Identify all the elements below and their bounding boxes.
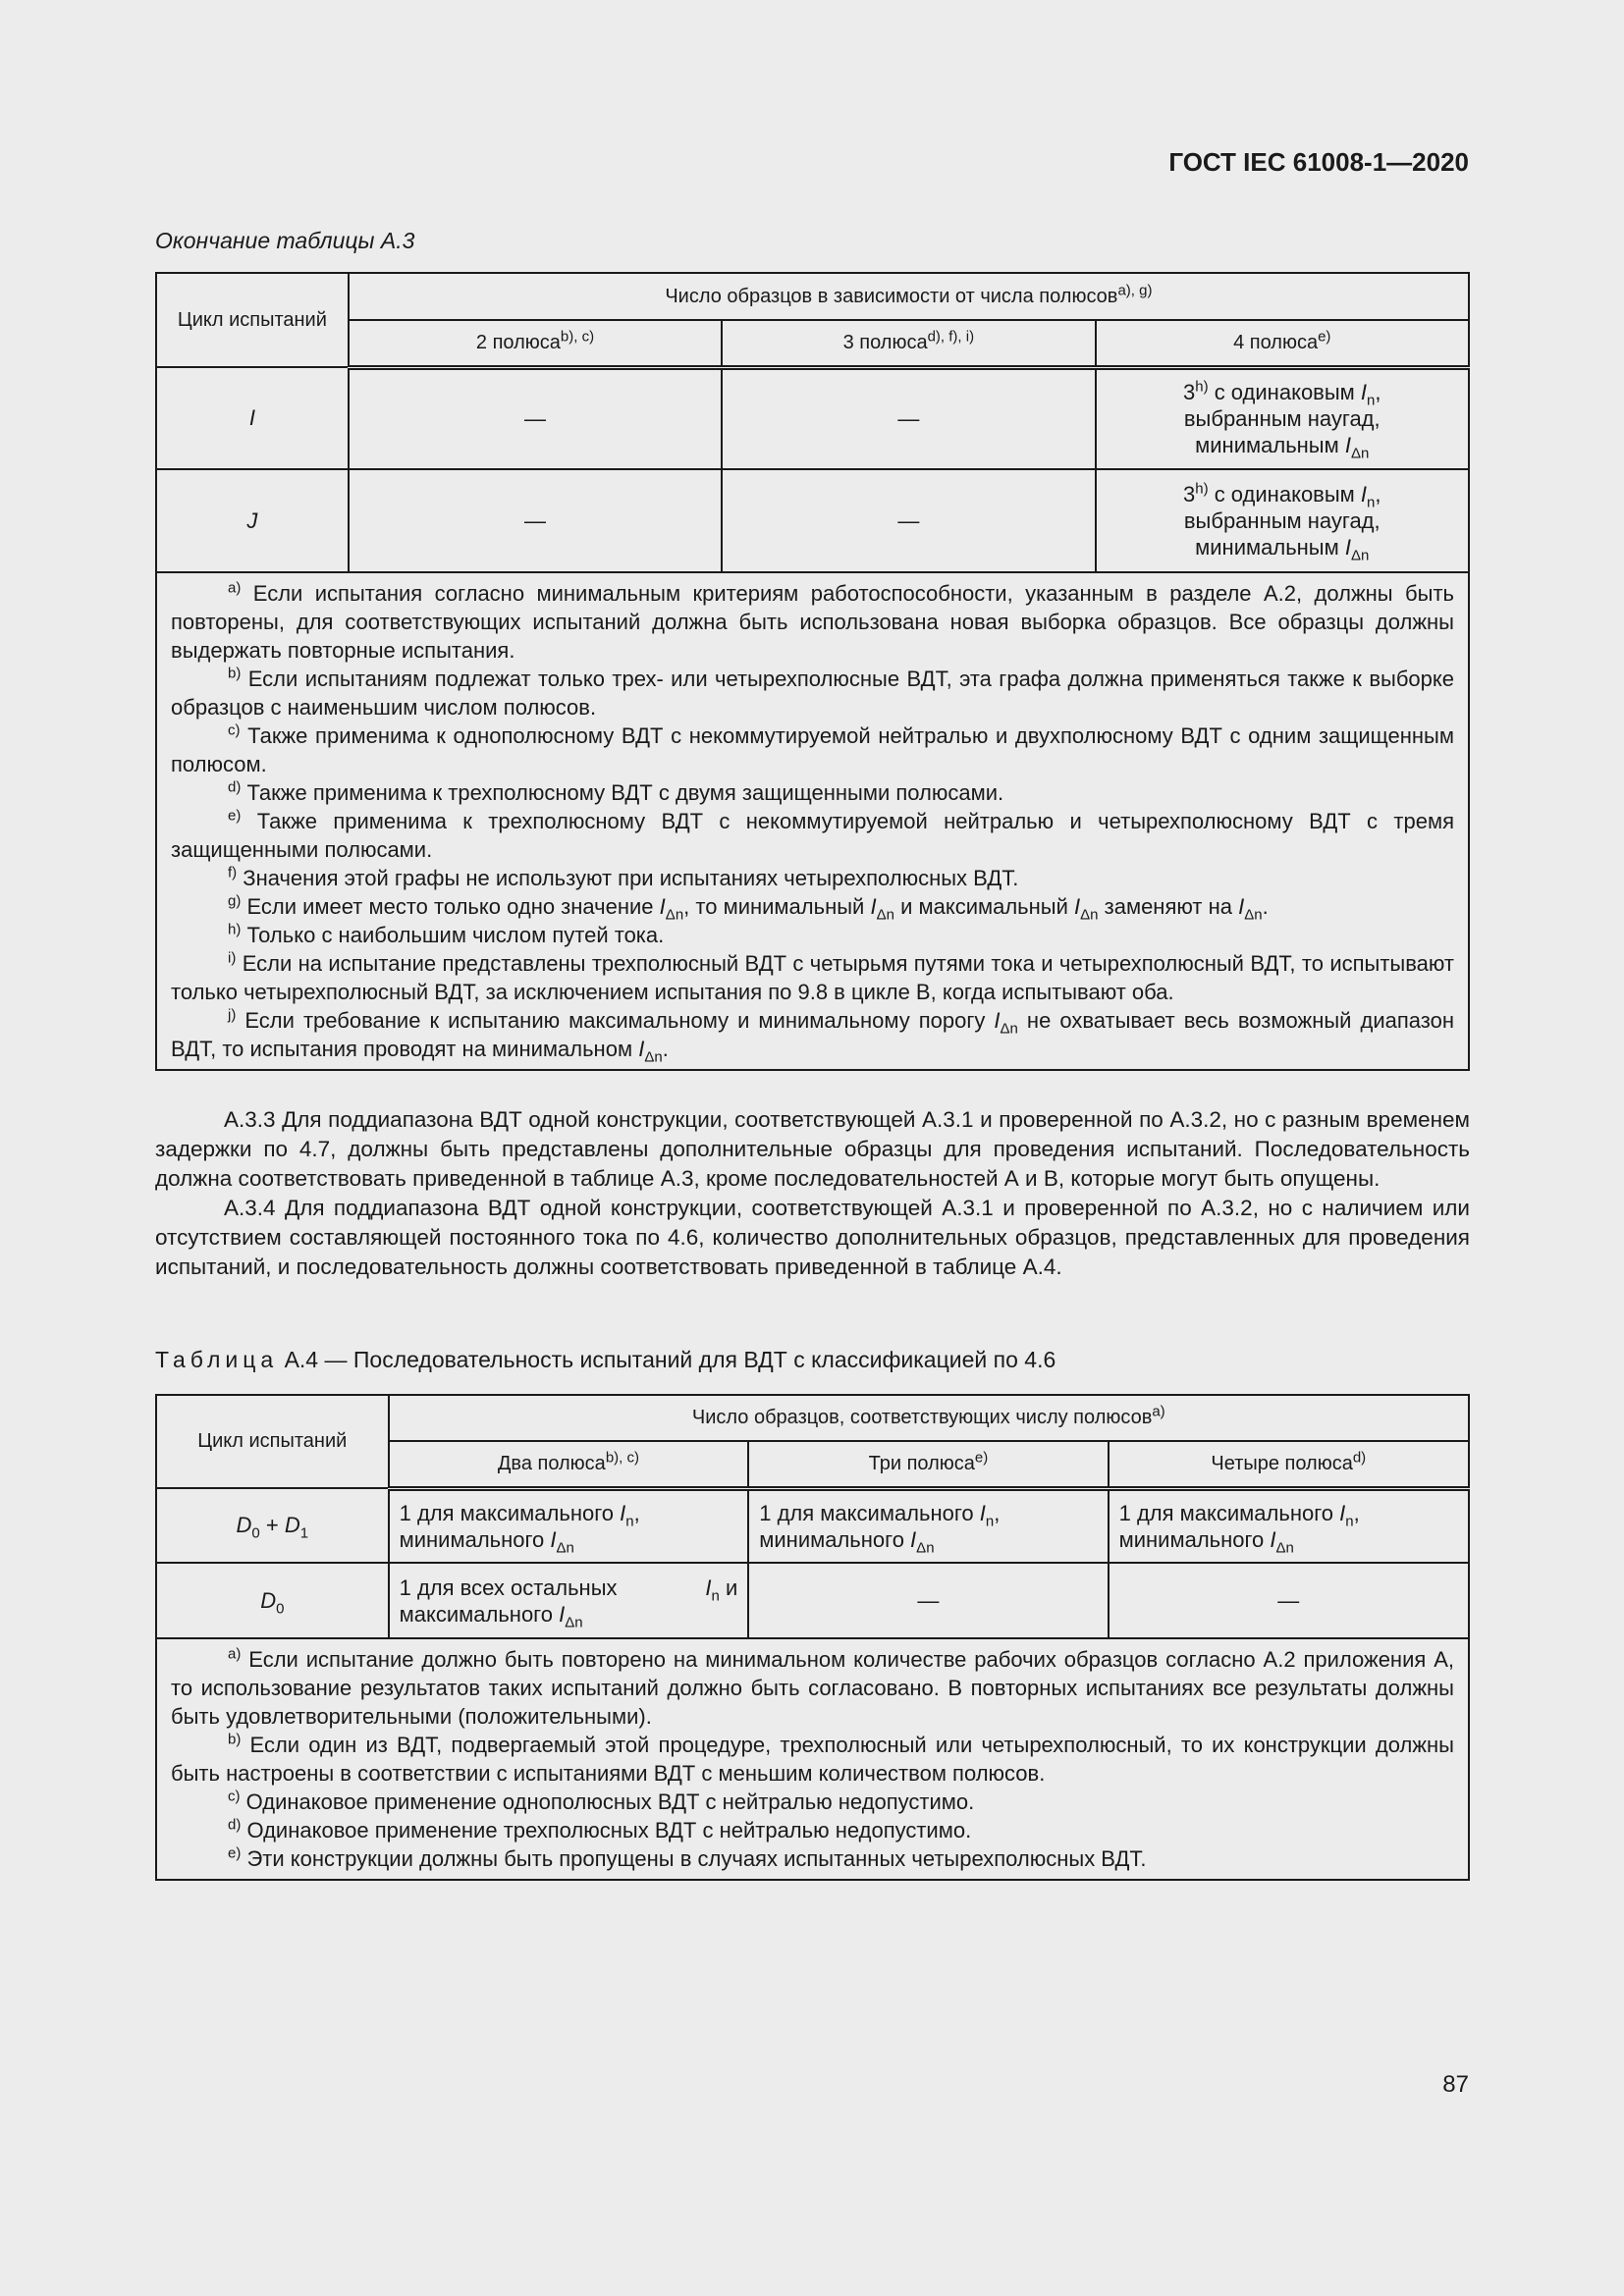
- note-i: $^{i)}$ Если на испытание представлены трехполюсный ВДТ с четырьмя путями тока и четырехполюсный ВДТ, то испытывают только четырехполюсный ВДТ, за исключением испытания по 9.8 в цикле В, когда испытывают оба.: [171, 949, 1454, 1004]
- cell-2p: 1 для всех остальных $I_n$ и максимального $I_{\Delta n}$: [389, 1563, 749, 1638]
- cell-3p: —: [722, 367, 1095, 469]
- paragraph-a33: А.3.3 Для поддиапазона ВДТ одной конструкции, соответствующей А.3.1 и проверенной по А.3.2, но с разным временем задержки по 4.7, должны быть представлены дополнительные образцы для проведения испытаний. Последовательность должна соответствовать приведенной в таблице А.3, кроме последовательностей А и В, которые могут быть опущены.: [155, 1107, 1470, 1191]
- cell-3p: —: [722, 469, 1095, 572]
- table-a3-row-header: Цикл испытаний: [156, 273, 349, 367]
- table-a4-notes: [156, 1638, 1469, 1880]
- note-e: $^{e)}$ Эти конструкции должны быть пропущены в случаях испытанных четырехполюсных ВДТ.: [228, 1844, 1147, 1871]
- cell-3p: 1 для максимального $I_n$, минимального $I_{\Delta n}$: [748, 1488, 1108, 1563]
- document-header: ГОСТ IEC 61008-1—2020: [1168, 147, 1469, 177]
- table-a3-col-group: Число образцов в зависимости от числа полюсов$^{а), g)}$: [349, 273, 1469, 320]
- note-j: $^{j)}$ Если требование к испытанию максимальному и минимальному порогу $I_{\Delta n}$ не охватывает весь возможный диапазон ВДТ, то испытания проводят на минимальном $I_{\Delta n}$.: [171, 1006, 1454, 1066]
- cell-3p: —: [748, 1563, 1108, 1638]
- note-e: $^{e)}$ Также применима к трехполюсному ВДТ с некоммутируемой нейтралью и четырехполюсному ВДТ с тремя защищенными полюсами.: [171, 807, 1454, 862]
- paragraph-a34: А.3.4 Для поддиапазона ВДТ одной конструкции, соответствующей А.3.1 и проверенной по А.3.2, но с наличием или отсутствием составляющей постоянного тока по 4.6, количество дополнительных образцов, представленных для проведения испытаний, и последовательность должны соответствовать приведенной в таблице А.4.: [155, 1196, 1470, 1279]
- table-row: [156, 469, 1469, 572]
- cell-4p: 3$^{h)}$ с одинаковым $I_n$, выбранным наугад, минимальным $I_{\Delta n}$: [1096, 469, 1470, 572]
- cycle-cell: I: [156, 367, 349, 469]
- table-row: [156, 367, 1469, 469]
- table-a3-caption: Окончание таблицы А.3: [155, 228, 415, 253]
- note-c: $^{c)}$ Также применима к однополюсному ВДТ с некоммутируемой нейтралью и двухполюсному ВДТ с одним защищенным полюсом.: [171, 721, 1454, 776]
- cell-4p: 3$^{h)}$ с одинаковым $I_n$, выбранным наугад, минимальным $I_{\Delta n}$: [1096, 367, 1470, 469]
- table-a4-col-4p: Четыре полюса$^{d)}$: [1109, 1441, 1469, 1488]
- cell-2p: —: [349, 367, 722, 469]
- table-a3-notes: [156, 572, 1469, 1070]
- page-number: 87: [1442, 2071, 1469, 2098]
- table-row: [156, 1488, 1469, 1563]
- table-a4-col-group: Число образцов, соответствующих числу полюсов$^{а)}$: [389, 1395, 1469, 1441]
- cell-2p: —: [349, 469, 722, 572]
- note-h: $^{h)}$ Только с наибольшим числом путей тока.: [228, 921, 665, 947]
- cell-4p: 1 для максимального $I_n$, минимального $I_{\Delta n}$: [1109, 1488, 1469, 1563]
- cycle-cell: J: [156, 469, 349, 572]
- table-a3: [155, 272, 1470, 1071]
- note-d: $^{d)}$ Также применима к трехполюсному ВДТ с двумя защищенными полюсами.: [228, 778, 1004, 805]
- body-text: [155, 1105, 1470, 1282]
- table-a4-caption: Таблица А.4 — Последовательность испытаний для ВДТ с классификацией по 4.6: [155, 1347, 1056, 1372]
- table-a4-row-header: Цикл испытаний: [156, 1395, 389, 1488]
- table-a3-col-3p: 3 полюса$^{d), f), i)}$: [722, 320, 1095, 367]
- note-g: $^{g)}$ Если имеет место только одно значение $I_{\Delta n}$, то минимальный $I_{\Delta n}$ и максимальный $I_{\Delta n}$ заменяют на $I_{\Delta n}$.: [228, 892, 1269, 924]
- note-a: $^{а)}$ Если испытания согласно минимальным критериям работоспособности, указанным в разделе А.2, должны быть повторены, для соответствующих испытаний должна быть использована новая выборка образцов. Все образцы должны выдержать повторные испытания.: [171, 579, 1454, 663]
- table-row: [156, 1563, 1469, 1638]
- note-b: $^{b)}$ Если один из ВДТ, подвергаемый этой процедуре, трехполюсный или четырехполюсный, то их конструкции должны быть настроены в соответствии с испытаниями ВДТ с меньшим количеством полюсов.: [171, 1731, 1454, 1786]
- table-a3-col-4p: 4 полюса$^{e)}$: [1096, 320, 1470, 367]
- note-b: $^{b)}$ Если испытаниям подлежат только трех- или четырехполюсные ВДТ, эта графа должна применяться также к выборке образцов с наименьшим числом полюсов.: [171, 665, 1454, 720]
- table-a4-col-3p: Три полюса$^{e)}$: [748, 1441, 1108, 1488]
- note-c: $^{c)}$ Одинаковое применение однополюсных ВДТ с нейтралью недопустимо.: [228, 1788, 975, 1814]
- table-a3-col-2p: 2 полюса$^{b), c)}$: [349, 320, 722, 367]
- note-a: $^{а)}$ Если испытание должно быть повторено на минимальном количестве рабочих образцов согласно А.2 приложения А, то использование результатов таких испытаний должно быть согласовано. В повторных испытаниях все результаты должны быть удовлетворительными (положительными).: [171, 1645, 1454, 1729]
- note-d: $^{d)}$ Одинаковое применение трехполюсных ВДТ с нейтралью недопустимо.: [228, 1816, 972, 1842]
- table-a4-col-2p: Два полюса$^{b), c)}$: [389, 1441, 749, 1488]
- table-a4: [155, 1394, 1470, 1881]
- cycle-cell: $D_0$: [156, 1563, 389, 1638]
- cell-4p: —: [1109, 1563, 1469, 1638]
- note-f: $^{f)}$ Значения этой графы не используют при испытаниях четырехполюсных ВДТ.: [228, 864, 1019, 890]
- cell-2p: 1 для максимального $I_n$, минимального $I_{\Delta n}$: [389, 1488, 749, 1563]
- cycle-cell: $D_0 + D_1$: [156, 1488, 389, 1563]
